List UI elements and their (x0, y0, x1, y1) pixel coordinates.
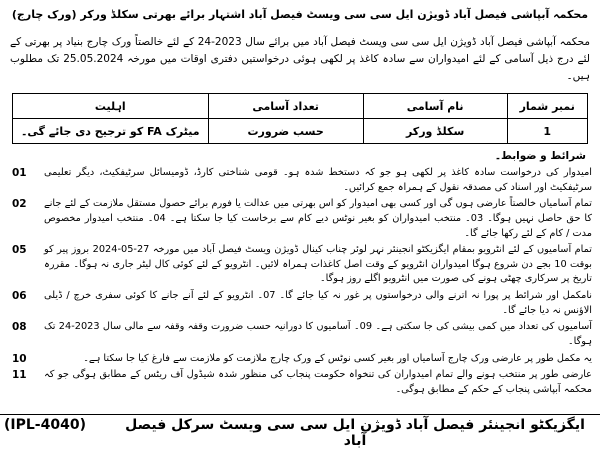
posts-table (12, 93, 588, 144)
condition-item (8, 166, 592, 195)
condition-text: یہ مکمل طور پر عارضی ورک چارج آسامیاں اور بغیر کسی نوٹس کے ورک چارج ملازمت کو ملازمت سے فارغ کیا جا سکتا ہے۔ (83, 352, 592, 364)
intro-paragraph: محکمہ آبپاشی فیصل آباد ڈویژن ایل سی سی ویسٹ فیصل آباد میں برائے سال 2023-24 کے لئے خالصتاً ورک چارج بنیاد پر بھرتی کے لئے درج ذیل آسامی کے لئے امیدواران سے سادہ کاغذ پر لکھی ہوئی درخواستیں دفتری اوقات میں مورخہ 25.05.2024 تک مطلوب ہیں۔ (10, 36, 590, 82)
condition-item (8, 320, 592, 349)
condition-text: نامکمل اور شرائط پر پورا نہ اترنے والی درخواستوں پر غور نہ کیا جائے گا۔ 07۔ انٹرویو کے لئے آنے جانے کا کوئی سفری خرچ / ڈیلی الاؤنس نہ دیا جائے گا۔ (44, 290, 592, 316)
condition-item (8, 368, 592, 397)
cell-serial: 1 (507, 119, 588, 144)
condition-text: آسامیوں کی تعداد میں کمی بیشی کی جا سکتی ہے۔ 09۔ آسامیوں کا دورانیہ حسب ضرورت وقفہ وقفہ سے مالی سال 2023-24 تک ہوگا۔ (44, 321, 592, 347)
condition-number: 10 (12, 352, 27, 365)
condition-item (8, 243, 592, 287)
condition-text: تمام آسامیاں خالصتاً عارضی ہوں گی اور کسی بھی امیدوار کو اس بھرتی میں عدالت یا فورم برائے حصول مستقل ملازمت کے لئے جانے کا حق حاصل نہیں ہوگا۔ 03۔ منتخب امیدواران کو بغیر نوٹس دیے کام سے برخاست کیا جا سکتا ہے۔ 04۔ منتخب امیدوار مخصوص مدت / کام کے لئے رکھا جائے گا۔ (44, 198, 592, 239)
footer (0, 414, 600, 449)
condition-number: 06 (12, 290, 27, 302)
table-header-row (13, 94, 588, 119)
cell-post: سکلڈ ورکر (363, 119, 507, 144)
table-row (13, 119, 588, 144)
condition-item (8, 197, 592, 241)
cell-qualification: میٹرک FA کو ترجیح دی جائے گی۔ (13, 119, 209, 144)
header-post: نام آسامی (363, 94, 507, 119)
issuer-signature: ایگزیکٹو انجینئر فیصل آباد ڈویژن ایل سی سی ویسٹ سرکل فیصل آباد (125, 417, 585, 449)
header-count: تعداد آسامی (208, 94, 363, 119)
ipl-number: (IPL-4040) (4, 417, 86, 433)
condition-item (8, 289, 592, 318)
condition-number: 01 (12, 167, 27, 179)
condition-text: امیدوار کی درخواست سادہ کاغذ پر لکھی ہو جو کہ دستخط شدہ ہو۔ قومی شناختی کارڈ، ڈومیسائل سرٹیفکیٹ، دیگر تعلیمی سرٹیفکیٹ اور اسناد کی مصدقہ نقول کے ہمراہ جمع کرائیں۔ (44, 167, 592, 193)
page-title: محکمہ آبپاشی فیصل آباد ڈویژن ایل سی سی ویسٹ فیصل آباد اشتہار برائے بھرتی سکلڈ ورکر (ورک چارج) (11, 8, 589, 21)
condition-item (8, 352, 592, 367)
condition-text: تمام آسامیوں کے لئے انٹرویو بمقام ایگزیکٹو انجینئر نہر لوئر چناب کینال ڈویژن ویسٹ فیصل آباد میں مورخہ 27-05-2024 بروز پیر کو بوقت 10 بجے دن شروع ہوگا امیدواران انٹرویو کے وقت اصل کاغذات ہمراہ لائیں۔ انٹرویو کے لئے کوئی کال لیٹر جاری نہ ہوگا۔ مقررہ تاریخ پر سرکاری چھٹی ہونے کی صورت میں انٹرویو اگلے روز ہوگا۔ (44, 244, 592, 285)
header-qualification: اہلیت (13, 94, 209, 119)
condition-number: 02 (12, 198, 27, 211)
cell-count: حسب ضرورت (208, 119, 363, 144)
conditions-list (8, 166, 592, 399)
condition-number: 08 (12, 321, 27, 334)
conditions-title: شرائط و ضوابط۔ (494, 150, 586, 162)
header-serial: نمبر شمار (507, 94, 588, 119)
condition-text: عارضی طور پر منتخب ہونے والے تمام امیدواران کی تنخواہ حکومت پنجاب کی منظور شدہ شیڈول آف ریٹس کے مطابق ہوگی جو کہ محکمہ آبپاشی پنجاب کے حکم کے مطابق ہوگی۔ (44, 369, 592, 395)
condition-number: 11 (12, 369, 27, 382)
condition-number: 05 (12, 244, 27, 257)
